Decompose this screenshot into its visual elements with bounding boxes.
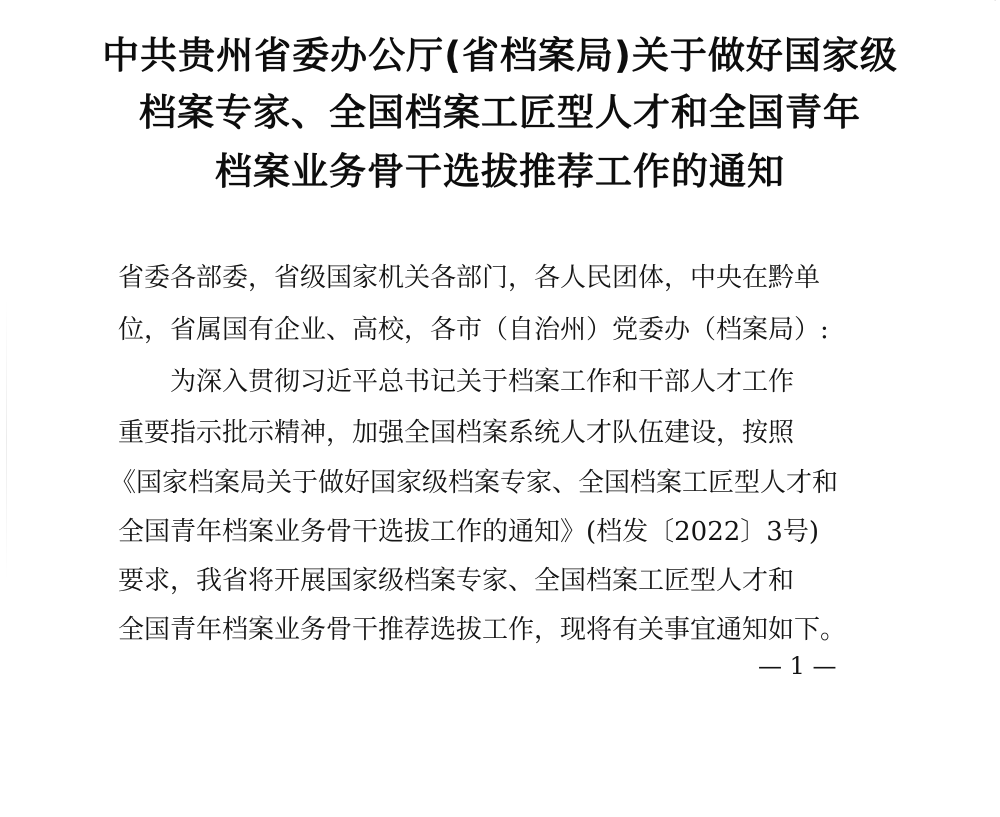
paragraph-line-3: 《国家档案局关于做好国家级档案专家、全国档案工匠型人才和	[110, 468, 839, 498]
document-title-line-2: 档案专家、全国档案工匠型人才和全国青年	[139, 91, 861, 134]
paragraph-line-5: 要求，我省将开展国家级档案专家、全国档案工匠型人才和	[118, 566, 795, 596]
scan-edge-mark	[969, 0, 996, 11]
paragraph-line-2: 重要指示批示精神，加强全国档案系统人才队伍建设，按照	[118, 418, 795, 448]
document-title-line-3: 档案业务骨干选拔推荐工作的通知	[215, 150, 785, 193]
paragraph-line-6: 全国青年档案业务骨干推荐选拔工作，现将有关事宜通知如下。	[118, 615, 847, 645]
salutation-line-2: 位，省属国有企业、高校，各市（自治州）党委办（档案局）:	[118, 315, 829, 345]
document-title-line-1: 中共贵州省委办公厅(省档案局)关于做好国家级	[102, 34, 898, 77]
paragraph-line-1: 为深入贯彻习近平总书记关于档案工作和干部人才工作	[118, 367, 795, 397]
page-number: — 1 —	[758, 652, 837, 680]
paragraph-line-4: 全国青年档案业务骨干选拔工作的通知》(档发〔2022〕3号)	[118, 517, 819, 547]
scan-left-edge	[6, 300, 7, 580]
salutation-line-1: 省委各部委，省级国家机关各部门，各人民团体，中央在黔单	[118, 263, 821, 293]
